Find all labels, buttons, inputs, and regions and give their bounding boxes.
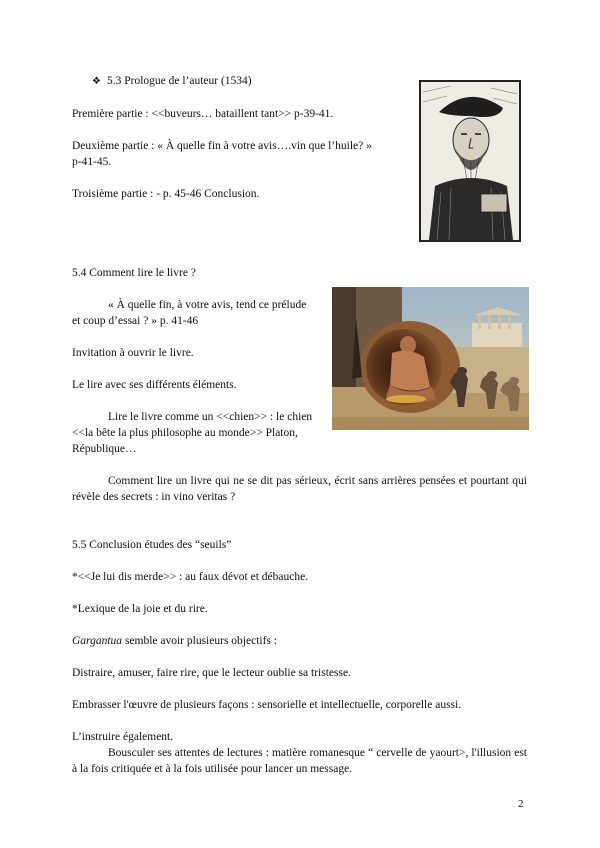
diamond-bullet-icon: ❖ <box>92 76 101 87</box>
chien-line2: <<la bête la plus philosophe au monde>> Platon, <box>72 427 298 439</box>
quote-line2: et coup d’essai ? » p. 41-46 <box>72 315 199 327</box>
instruire-text: L’instruire également. <box>72 731 174 743</box>
chien-line3: République… <box>72 443 137 455</box>
quote-line1: « À quelle fin, à votre avis, tend ce prélude <box>108 299 307 311</box>
rabelais-portrait-image <box>419 80 521 242</box>
bousculer-paragraph: Bousculer ses attentes de lectures : matière romanesque “ cervelle de yaourt>, l'illusion est à la fois critiquée et à la fois utilisée pour lancer un message. <box>72 747 527 775</box>
serieux-paragraph: Comment lire un livre qui ne se dit pas sérieux, écrit sans arrières pensées et pourtant qui révèle des secrets : in vino veritas ? <box>72 475 527 503</box>
part-three-text: Troisième partie : - p. 45-46 Conclusion. <box>72 188 260 200</box>
part-two-line2: p-41-45. <box>72 156 112 168</box>
portrait-engraving <box>421 82 519 240</box>
distraire-text: Distraire, amuser, faire rire, que le lecteur oublie sa tristesse. <box>72 667 351 679</box>
lexique-text: *Lexique de la joie et du rire. <box>72 603 208 615</box>
elements-text: Le lire avec ses différents éléments. <box>72 379 237 391</box>
part-two-line1: Deuxième partie : « À quelle fin à votre avis….vin que l’huile? » <box>72 140 372 152</box>
part-one-text: Première partie : <<buveurs… bataillent tant>> p-39-41. <box>72 108 334 120</box>
gargantua-title: Gargantua <box>72 635 123 647</box>
merde-text: *<<Je lui dis merde>> : au faux dévot et débauche. <box>72 571 309 583</box>
section-heading-5-4: 5.4 Comment lire le livre ? <box>72 267 196 279</box>
chien-line1: Lire le livre comme un <<chien>> : le chien <box>108 411 313 423</box>
page-number: 2 <box>518 798 524 810</box>
painting-illustration <box>332 287 529 430</box>
embrasser-text: Embrasser l'œuvre de plusieurs façons : sensorielle et intellectuelle, corporelle aussi. <box>72 699 462 711</box>
diogenes-painting-image <box>332 287 529 430</box>
invitation-text: Invitation à ouvrir le livre. <box>72 347 194 359</box>
objectifs-line: Gargantua semble avoir plusieurs objectifs : <box>72 635 277 647</box>
section-heading-5-5: 5.5 Conclusion études des “seuils” <box>72 539 232 551</box>
section-heading-5-3: ❖ 5.3 Prologue de l’auteur (1534) <box>92 75 252 87</box>
